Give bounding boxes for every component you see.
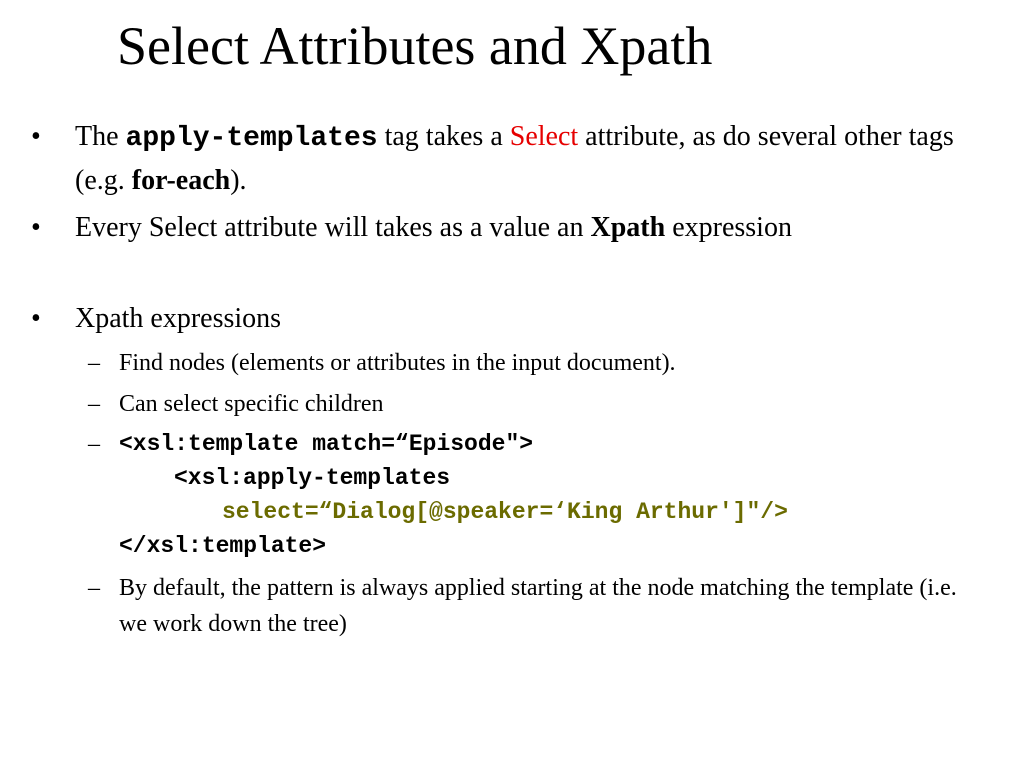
sub-marker: – bbox=[88, 350, 100, 376]
code-line-select-attr: select=“Dialog[@speaker=‘King Arthur']"/> bbox=[222, 499, 788, 525]
bullet-marker: • bbox=[31, 121, 41, 152]
bullet-marker: • bbox=[31, 303, 41, 334]
subbullet-default-pattern: – By default, the pattern is always applied starting at the node matching the template (i.e. we work down the tree) bbox=[119, 570, 959, 642]
code-term-apply-templates: apply-templates bbox=[125, 123, 378, 154]
bullet-marker: • bbox=[31, 212, 41, 243]
highlight-select: Select bbox=[509, 121, 579, 152]
bullet-xpath-expressions: • Xpath expressions bbox=[75, 298, 955, 340]
term-for-each: for-each bbox=[131, 165, 231, 196]
slide-title: Select Attributes and Xpath bbox=[117, 16, 713, 76]
bullet-xpath-value: • Every Select attribute will takes as a value an Xpath expression bbox=[75, 207, 955, 249]
subbullet-find-nodes: – Find nodes (elements or attributes in the input document). bbox=[119, 345, 959, 381]
subbullet-select-children: – Can select specific children bbox=[119, 386, 959, 422]
code-line-template-open: <xsl:template match=“Episode"> bbox=[119, 431, 534, 457]
sub-marker: – bbox=[88, 391, 100, 417]
term-xpath: Xpath bbox=[590, 212, 666, 243]
code-line-apply-templates: <xsl:apply-templates bbox=[174, 465, 451, 491]
sub-marker: – bbox=[88, 431, 100, 457]
sub-marker: – bbox=[88, 575, 100, 601]
code-block bbox=[119, 427, 979, 567]
code-line-template-close: </xsl:template> bbox=[119, 533, 327, 559]
bullet-apply-templates: • The apply-templates tag takes a Select attribute, as do several other tags (e.g. for-each). bbox=[75, 116, 955, 202]
